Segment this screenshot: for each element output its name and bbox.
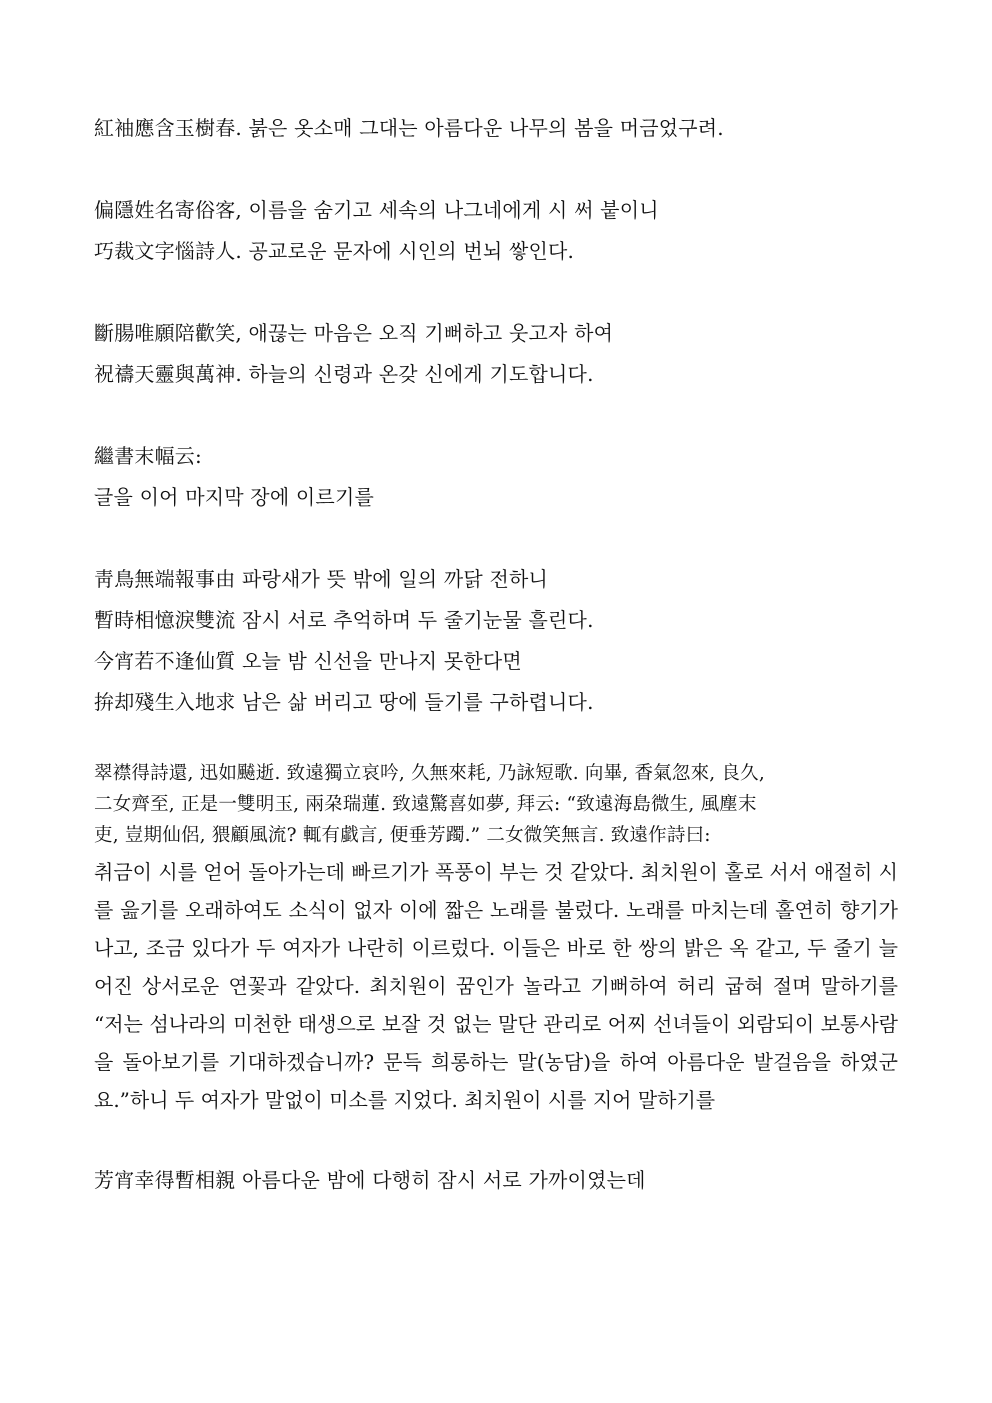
poem-line-3: 今宵若不逢仙質 오늘 밤 신선을 만나지 못한다면 [94, 649, 522, 673]
verse-line-5: 祝禱天靈與萬神. 하늘의 신령과 온갖 신에게 기도합니다. [94, 362, 594, 386]
hanja-paragraph-line-3: 吏, 豈期仙侶, 猥顧風流? 輒有戱言, 便垂芳躅.” 二女微笑無言. 致遠作詩曰: [94, 825, 711, 846]
verse-line-4: 斷腸唯願陪歡笑, 애끊는 마음은 오직 기뻐하고 웃고자 하여 [94, 321, 614, 345]
poem-line-5: 芳宵幸得暫相親 아름다운 밤에 다행히 잠시 서로 가까이였는데 [94, 1168, 646, 1192]
poem-line-4: 拚却殘生入地求 남은 삶 버리고 땅에 들기를 구하렵니다. [94, 690, 594, 714]
hanja-paragraph-line-1: 翠襟得詩還, 迅如飇逝. 致遠獨立哀吟, 久無來耗, 乃詠短歌. 向畢, 香氣忽來, 良久, [94, 763, 765, 784]
hanja-paragraph [94, 758, 898, 851]
hanja-paragraph-line-2: 二女齊至, 正是一雙明玉, 兩朶瑞蓮. 致遠驚喜如夢, 拜云: “致遠海島微生, 風塵末 [94, 794, 757, 815]
continuation-korean: 글을 이어 마지막 장에 이르기를 [94, 485, 374, 509]
poem-line-2: 暫時相憶淚雙流 잠시 서로 추억하며 두 줄기눈물 흘린다. [94, 608, 594, 632]
continuation-hanja: 繼書末幅云: [94, 444, 202, 468]
document-page [94, 108, 898, 1201]
verse-line-3: 巧裁文字惱詩人. 공교로운 문자에 시인의 번뇌 쌓인다. [94, 239, 575, 263]
poem-line-1: 靑鳥無端報事由 파랑새가 뜻 밖에 일의 까닭 전하니 [94, 567, 549, 591]
verse-line-2: 偏隱姓名寄俗客, 이름을 숨기고 세속의 나그네에게 시 써 붙이니 [94, 198, 659, 222]
verse-line-1: 紅袖應含玉樹春. 붉은 옷소매 그대는 아름다운 나무의 봄을 머금었구려. [94, 116, 724, 140]
korean-translation-paragraph: 취금이 시를 얻어 돌아가는데 빠르기가 폭풍이 부는 것 같았다. 최치원이 홀로 서서 애절히 시를 읊기를 오래하여도 소식이 없자 이에 짧은 노래를 불렀다. 노래를 마치는데 홀연히 향기가 나고, 조금 있다가 두 여자가 나란히 이르렀다. 이들은 바로 한 쌍의 밝은 옥 같고, 두 줄기 늘어진 상서로운 연꽃과 같았다. 최치원이 꿈인가 놀라고 기뻐하여 허리 굽혀 절며 말하기를 “저는 섬나라의 미천한 태생으로 보잘 것 없는 말단 관리로 어찌 선녀들이 외람되이 보통사람을 돌아보기를 기대하겠습니까? 문득 희롱하는 말(농담)을 하여 아름다운 발걸음을 하였군요.”하니 두 여자가 말없이 미소를 지었다. 최치원이 시를 지어 말하기를 [94, 860, 898, 1112]
